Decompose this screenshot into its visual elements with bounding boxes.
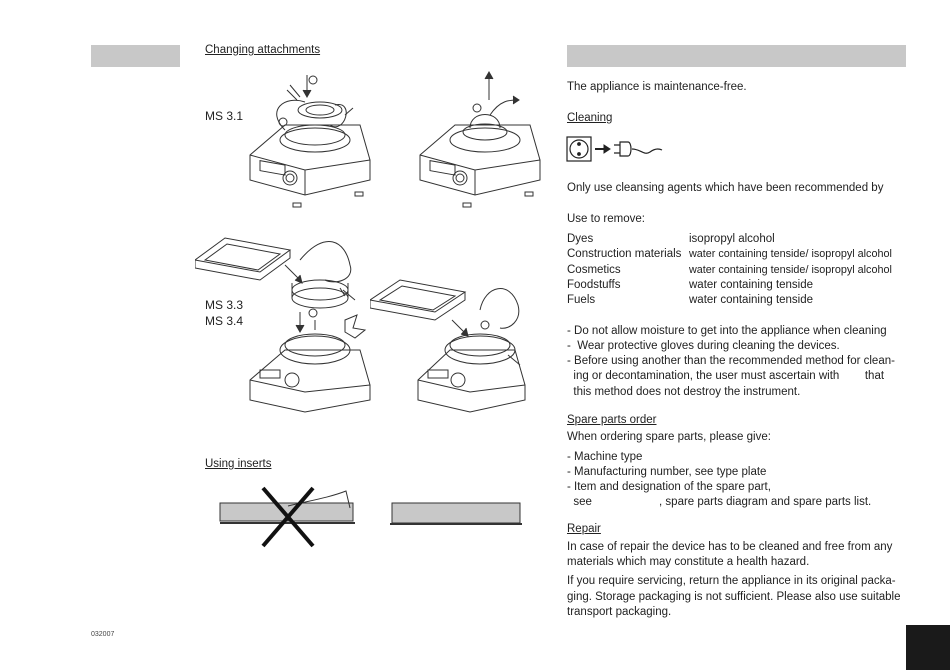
cleaning-note: Only use cleansing agents which have been recommended by (567, 182, 884, 194)
label-ms33: MS 3.3 (205, 298, 244, 312)
spare-item: see , spare parts diagram and spare parts list. (567, 496, 872, 508)
left-header-bar (91, 45, 180, 67)
balance-illustration (195, 220, 385, 415)
bullet-line: this method does not destroy the instrument. (567, 386, 801, 398)
right-header-bar (567, 45, 906, 67)
cleaning-icons (566, 136, 666, 169)
repair-paragraph: If you require servicing, return the appliance in its original packa- (567, 575, 896, 587)
balance-illustration (415, 70, 555, 215)
plug-icon (614, 142, 662, 156)
bullet-line: - Before using another than the recommended method for clean- (567, 355, 895, 367)
heading-changing-attachments: Changing attachments (205, 44, 321, 56)
bullet-line: ing or decontamination, the user must ascertain with that (567, 370, 885, 382)
page-tab-marker (906, 625, 950, 670)
balance-illustration (370, 270, 540, 415)
repair-paragraph: In case of repair the device has to be cleaned and free from any (567, 541, 893, 553)
heading-using-inserts: Using inserts (205, 458, 272, 470)
socket-icon (567, 137, 591, 161)
footer-code: 032007 (91, 631, 115, 638)
insert-illustration (388, 500, 528, 530)
arrow-right-icon (595, 145, 610, 153)
bullet-line: - Wear protective gloves during cleaning the devices. (567, 340, 840, 352)
use-to-remove: Use to remove: (567, 213, 645, 225)
label-ms31: MS 3.1 (205, 109, 244, 123)
repair-heading: Repair (567, 523, 601, 535)
spare-parts-heading: Spare parts order (567, 414, 657, 426)
bullet-line: - Do not allow moisture to get into the appliance when cleaning (567, 325, 887, 337)
cleaning-heading: Cleaning (567, 112, 613, 124)
repair-paragraph: materials which may constitute a health hazard. (567, 556, 810, 568)
repair-paragraph: transport packaging. (567, 606, 672, 618)
label-ms34: MS 3.4 (205, 314, 244, 328)
spare-parts-intro: When ordering spare parts, please give: (567, 431, 771, 443)
balance-illustration (245, 70, 385, 215)
maintenance-text: The appliance is maintenance-free. (567, 81, 747, 93)
spare-item: - Item and designation of the spare part, (567, 481, 771, 493)
spare-item: - Manufacturing number, see type plate (567, 466, 767, 478)
repair-paragraph: ging. Storage packaging is not sufficient. Please also use suitable (567, 591, 901, 603)
spare-item: - Machine type (567, 451, 643, 463)
insert-illustration (218, 486, 358, 550)
